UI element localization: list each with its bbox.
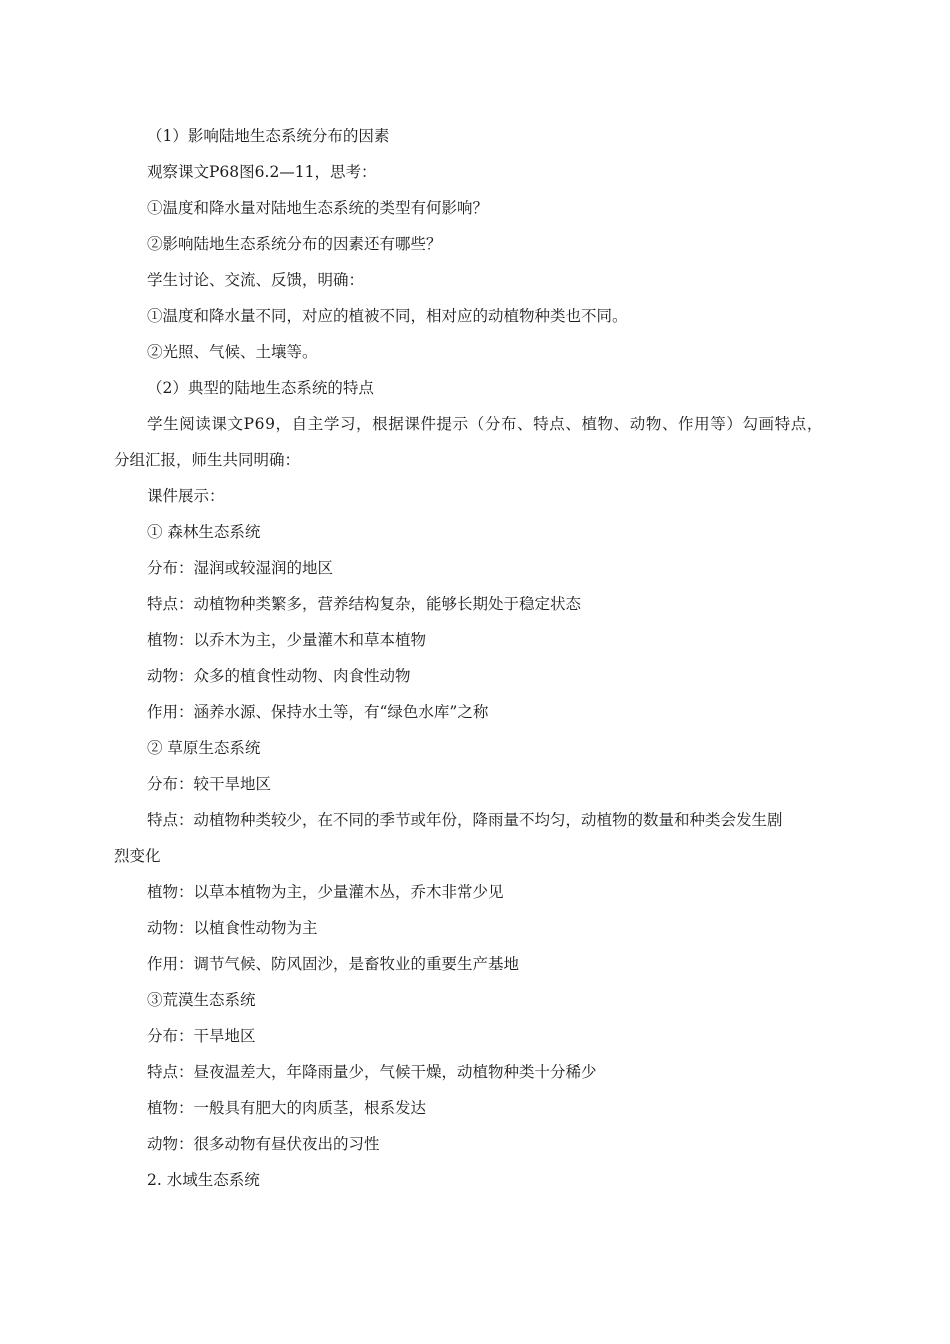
heading-grassland: ② 草原生态系统 — [147, 739, 261, 757]
desert-plants: 植物：一般具有肥大的肉质茎，根系发达 — [147, 1099, 427, 1117]
desert-features: 特点：昼夜温差大，年降雨量少，气候干燥，动植物种类十分稀少 — [147, 1063, 597, 1081]
forest-plants: 植物：以乔木为主，少量灌木和草本植物 — [147, 631, 427, 649]
heading-characteristics: （2）典型的陆地生态系统的特点 — [147, 379, 374, 397]
paragraph-discussion: 学生讨论、交流、反馈，明确： — [147, 271, 365, 289]
courseware-label: 课件展示： — [147, 487, 225, 505]
question-2: ②影响陆地生态系统分布的因素还有哪些？ — [147, 235, 442, 253]
answer-2: ②光照、气候、土壤等。 — [147, 343, 318, 361]
forest-distribution: 分布：湿润或较湿润的地区 — [147, 559, 334, 577]
forest-animals: 动物：众多的植食性动物、肉食性动物 — [147, 667, 411, 685]
grassland-features-continued: 烈变化 — [114, 847, 161, 865]
heading-factors: （1）影响陆地生态系统分布的因素 — [147, 127, 390, 145]
grassland-function: 作用：调节气候、防风固沙，是畜牧业的重要生产基地 — [147, 955, 520, 973]
paragraph-reading: 学生阅读课文P69，自主学习，根据课件提示（分布、特点、植物、动物、作用等）勾画特点， — [147, 415, 823, 433]
question-1: ①温度和降水量对陆地生态系统的类型有何影响？ — [147, 199, 489, 217]
answer-1: ①温度和降水量不同，对应的植被不同，相对应的动植物种类也不同。 — [147, 307, 628, 325]
grassland-distribution: 分布：较干旱地区 — [147, 775, 272, 793]
grassland-plants: 植物：以草本植物为主，少量灌木丛，乔木非常少见 — [147, 883, 504, 901]
grassland-features: 特点：动植物种类较少，在不同的季节或年份，降雨量不均匀，动植物的数量和种类会发生剧 — [147, 811, 783, 829]
paragraph-observe: 观察课文P68图6.2—11，思考： — [147, 163, 377, 181]
heading-forest: ① 森林生态系统 — [147, 523, 261, 541]
forest-features: 特点：动植物种类繁多，营养结构复杂，能够长期处于稳定状态 — [147, 595, 582, 613]
heading-aquatic: 2. 水域生态系统 — [147, 1171, 260, 1189]
desert-distribution: 分布：干旱地区 — [147, 1027, 256, 1045]
grassland-animals: 动物：以植食性动物为主 — [147, 919, 318, 937]
desert-animals: 动物：很多动物有昼伏夜出的习性 — [147, 1135, 380, 1153]
document-body — [114, 118, 850, 1198]
forest-function: 作用：涵养水源、保持水土等，有“绿色水库”之称 — [147, 703, 489, 721]
heading-desert: ③荒漠生态系统 — [147, 991, 256, 1009]
paragraph-reading-continued: 分组汇报，师生共同明确： — [114, 451, 301, 469]
